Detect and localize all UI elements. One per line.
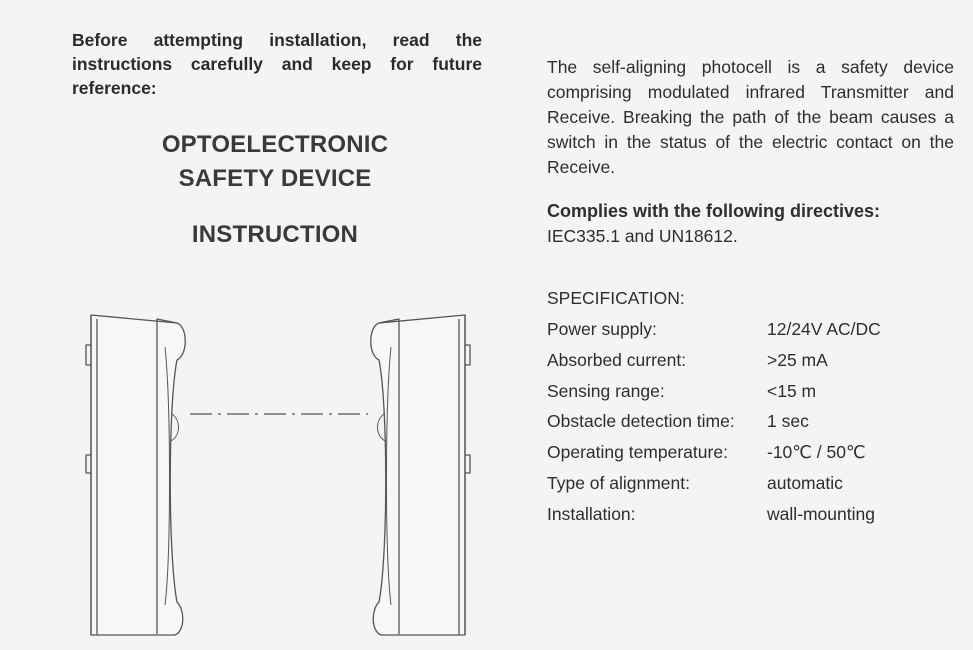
spec-label: Power supply: [547,319,657,339]
spec-label: Installation: [547,503,636,524]
specification-heading: SPECIFICATION: [547,288,685,308]
specification-section [547,286,947,533]
photocell-illustration [85,305,485,650]
spec-row-absorbed-current [547,348,947,379]
spec-row-installation [547,502,947,533]
spec-row-alignment [547,471,947,502]
intro-text: Before attempting installation, read the instructions carefully and keep for future reference: [72,30,482,98]
spec-label: Sensing range: [547,380,665,401]
directives-text: IEC335.1 and UN18612. [547,226,738,246]
directives-section [547,198,954,248]
spec-value: automatic [767,472,843,493]
title-block [100,128,450,252]
spec-row-operating-temperature [547,440,947,471]
description-text: The self-aligning photocell is a safety device comprising modulated infrared Transmitter and Receive. Breaking the path of the beam causes a switch in the status of the electric contact on the Receive. [547,57,954,177]
title-instruction: INSTRUCTION [191,221,359,248]
spec-row-power-supply [547,317,947,348]
spec-label: Absorbed current: [547,349,687,370]
intro-section [72,28,482,100]
photocell-drawing [85,305,485,645]
title-line-2: SAFETY DEVICE [178,165,372,192]
spec-row-detection-time [547,409,947,440]
spec-value: 1 sec [767,411,809,432]
spec-value: -10℃ / 50℃ [767,442,866,463]
spec-value: 12/24V AC/DC [767,319,881,339]
directives-heading: Complies with the following directives: [547,201,881,221]
transmitter-unit [86,315,185,635]
spec-value: <15 m [767,380,817,401]
description-section [547,55,954,248]
spec-value: >25 mA [767,349,828,370]
spec-label: Obstacle detection time: [547,411,735,432]
title-line-1: OPTOELECTRONIC [161,131,389,158]
spec-label: Type of alignment: [547,472,690,493]
spec-label: Operating temperature: [547,442,728,463]
spec-value: wall-mounting [767,503,875,524]
spec-row-sensing-range [547,379,947,410]
receiver-unit [371,315,470,635]
